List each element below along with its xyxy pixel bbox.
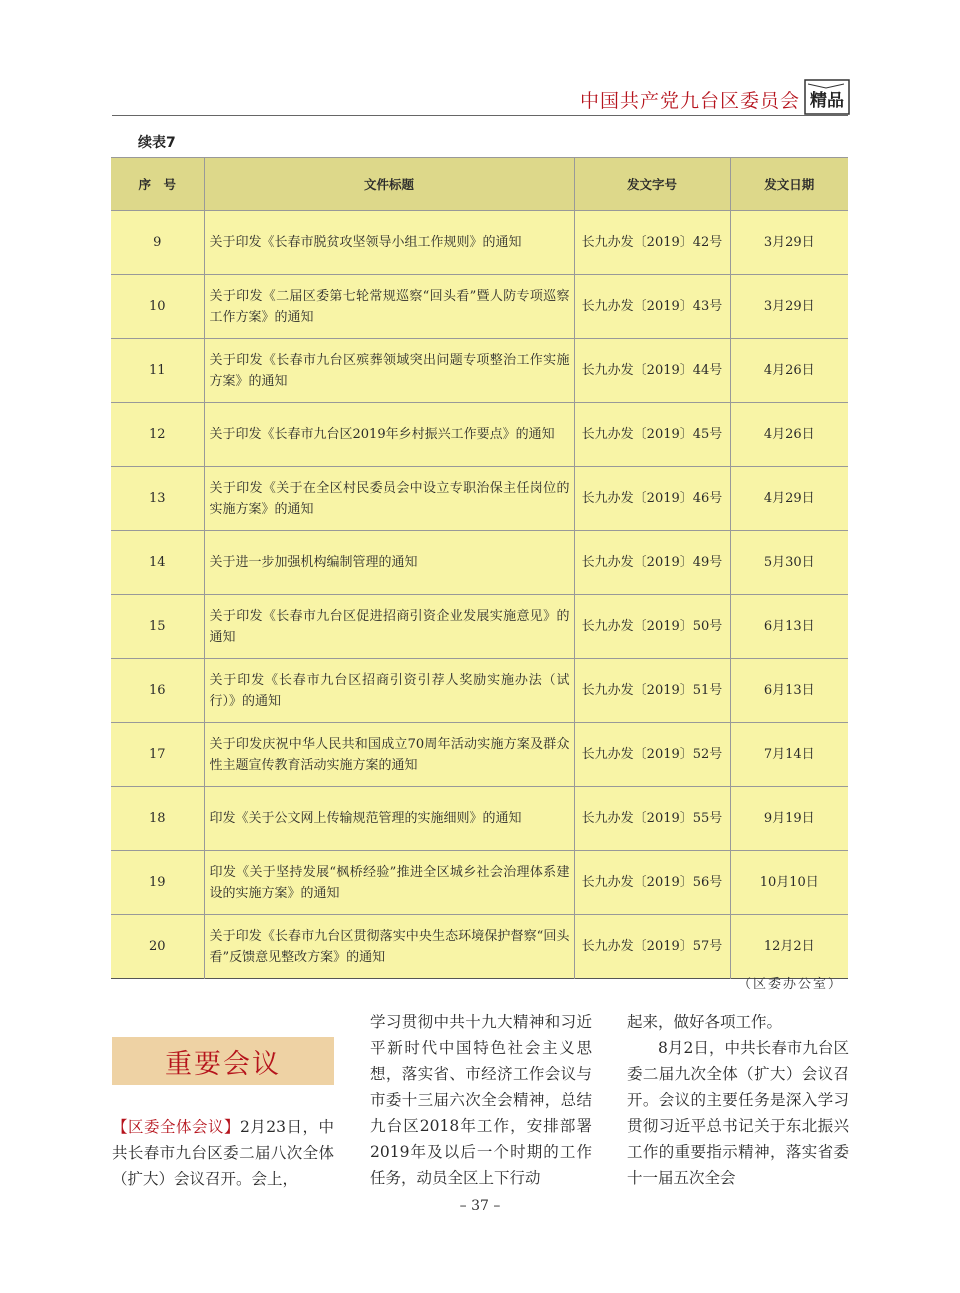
- cell-seq: 12: [111, 403, 204, 467]
- text-column-1: [112, 1114, 334, 1192]
- cell-number: 长九办发〔2019〕42号: [574, 211, 730, 275]
- cell-date: 6月13日: [730, 659, 848, 723]
- paragraph-text: 8月2日，中共长春市九台区委二届九次全体（扩大）会议召开。会议的主要任务是深入学习贯彻习近平总书记关于东北振兴工作的重要指示精神，落实省委十一届五次全会: [627, 1039, 849, 1187]
- cell-number: 长九办发〔2019〕51号: [574, 659, 730, 723]
- paragraph-text: 学习贯彻中共十九大精神和习近平新时代中国特色社会主义思想，落实省、市经济工作会议与市委十三届六次全会精神，总结九台区2018年工作，安排部署2019年及以后一个时期的工作任务，动员全区上下行动: [370, 1013, 592, 1187]
- header-number: 发文字号: [574, 158, 730, 211]
- cell-title: 关于印发《长春市九台区殡葬领域突出问题专项整治工作实施方案》的通知: [204, 339, 574, 403]
- cell-date: 4月26日: [730, 403, 848, 467]
- cell-title: 关于印发《二届区委第七轮常规巡察“回头看”暨人防专项巡察工作方案》的通知: [204, 275, 574, 339]
- source-note: （区委办公室）: [738, 977, 844, 992]
- cell-number: 长九办发〔2019〕56号: [574, 851, 730, 915]
- cell-number: 长九办发〔2019〕52号: [574, 723, 730, 787]
- table-row: [111, 787, 848, 851]
- cell-title: 关于印发《关于在全区村民委员会中设立专职治保主任岗位的实施方案》的通知: [204, 467, 574, 531]
- cell-date: 4月29日: [730, 467, 848, 531]
- cell-date: 3月29日: [730, 275, 848, 339]
- table-row: [111, 467, 848, 531]
- cell-number: 长九办发〔2019〕50号: [574, 595, 730, 659]
- logo-text: 精品: [810, 91, 844, 111]
- table-row: [111, 723, 848, 787]
- cell-title: 印发《关于公文网上传输规范管理的实施细则》的通知: [204, 787, 574, 851]
- cell-seq: 9: [111, 211, 204, 275]
- page-number: – 37 –: [459, 1198, 501, 1214]
- cell-number: 长九办发〔2019〕44号: [574, 339, 730, 403]
- cell-seq: 13: [111, 467, 204, 531]
- cell-number: 长九办发〔2019〕55号: [574, 787, 730, 851]
- cell-title: 关于印发庆祝中华人民共和国成立70周年活动实施方案及群众性主题宣传教育活动实施方案的通知: [204, 723, 574, 787]
- cell-title: 关于印发《长春市九台区贯彻落实中央生态环境保护督察“回头看”反馈意见整改方案》的通知: [204, 915, 574, 979]
- cell-date: 12月2日: [730, 915, 848, 979]
- paragraph-text: 2月23日，中共长春市九台区委二届八次全体（扩大）会议召开。会上，: [112, 1118, 334, 1188]
- table-row: [111, 595, 848, 659]
- cell-seq: 16: [111, 659, 204, 723]
- table-row: [111, 915, 848, 979]
- table-row: [111, 851, 848, 915]
- table-body: [111, 211, 848, 979]
- cell-seq: 18: [111, 787, 204, 851]
- publication-title: 中国共产党九台区委员会: [579, 90, 800, 112]
- cell-seq: 20: [111, 915, 204, 979]
- cell-seq: 15: [111, 595, 204, 659]
- cell-title: 关于进一步加强机构编制管理的通知: [204, 531, 574, 595]
- table-row: [111, 211, 848, 275]
- document-table: [111, 157, 848, 979]
- cell-title: 关于印发《长春市九台区促进招商引资企业发展实施意见》的通知: [204, 595, 574, 659]
- cell-date: 6月13日: [730, 595, 848, 659]
- cell-seq: 19: [111, 851, 204, 915]
- header-seq: 序 号: [111, 158, 204, 211]
- cell-seq: 17: [111, 723, 204, 787]
- cell-seq: 14: [111, 531, 204, 595]
- cell-title: 印发《关于坚持发展“枫桥经验”推进全区城乡社会治理体系建设的实施方案》的通知: [204, 851, 574, 915]
- header-rule: [112, 115, 848, 116]
- cell-number: 长九办发〔2019〕46号: [574, 467, 730, 531]
- cell-title: 关于印发《长春市脱贫攻坚领导小组工作规则》的通知: [204, 211, 574, 275]
- paragraph-text: 起来，做好各项工作。: [627, 1013, 783, 1031]
- table-row: [111, 659, 848, 723]
- table-row: [111, 403, 848, 467]
- text-column-3: [627, 1009, 849, 1191]
- header-title: 文件标题: [204, 158, 574, 211]
- table-row: [111, 339, 848, 403]
- cell-date: 9月19日: [730, 787, 848, 851]
- cell-number: 长九办发〔2019〕49号: [574, 531, 730, 595]
- cell-number: 长九办发〔2019〕43号: [574, 275, 730, 339]
- section-heading-box: [112, 1037, 334, 1085]
- cell-date: 7月14日: [730, 723, 848, 787]
- text-column-2: [370, 1009, 592, 1191]
- header-date: 发文日期: [730, 158, 848, 211]
- cell-title: 关于印发《长春市九台区招商引资引荐人奖励实施办法（试行）》的通知: [204, 659, 574, 723]
- jingpin-logo: [804, 78, 850, 116]
- cell-title: 关于印发《长春市九台区2019年乡村振兴工作要点》的通知: [204, 403, 574, 467]
- cell-seq: 10: [111, 275, 204, 339]
- table-row: [111, 275, 848, 339]
- table-caption: 续表7: [138, 135, 176, 151]
- cell-seq: 11: [111, 339, 204, 403]
- table-row: [111, 531, 848, 595]
- keyword-label: 【区委全体会议】: [112, 1118, 240, 1136]
- cell-date: 10月10日: [730, 851, 848, 915]
- cell-date: 3月29日: [730, 211, 848, 275]
- cell-number: 长九办发〔2019〕57号: [574, 915, 730, 979]
- section-heading: 重要会议: [165, 1048, 281, 1080]
- table-header-row: [111, 158, 848, 211]
- cell-number: 长九办发〔2019〕45号: [574, 403, 730, 467]
- cell-date: 4月26日: [730, 339, 848, 403]
- cell-date: 5月30日: [730, 531, 848, 595]
